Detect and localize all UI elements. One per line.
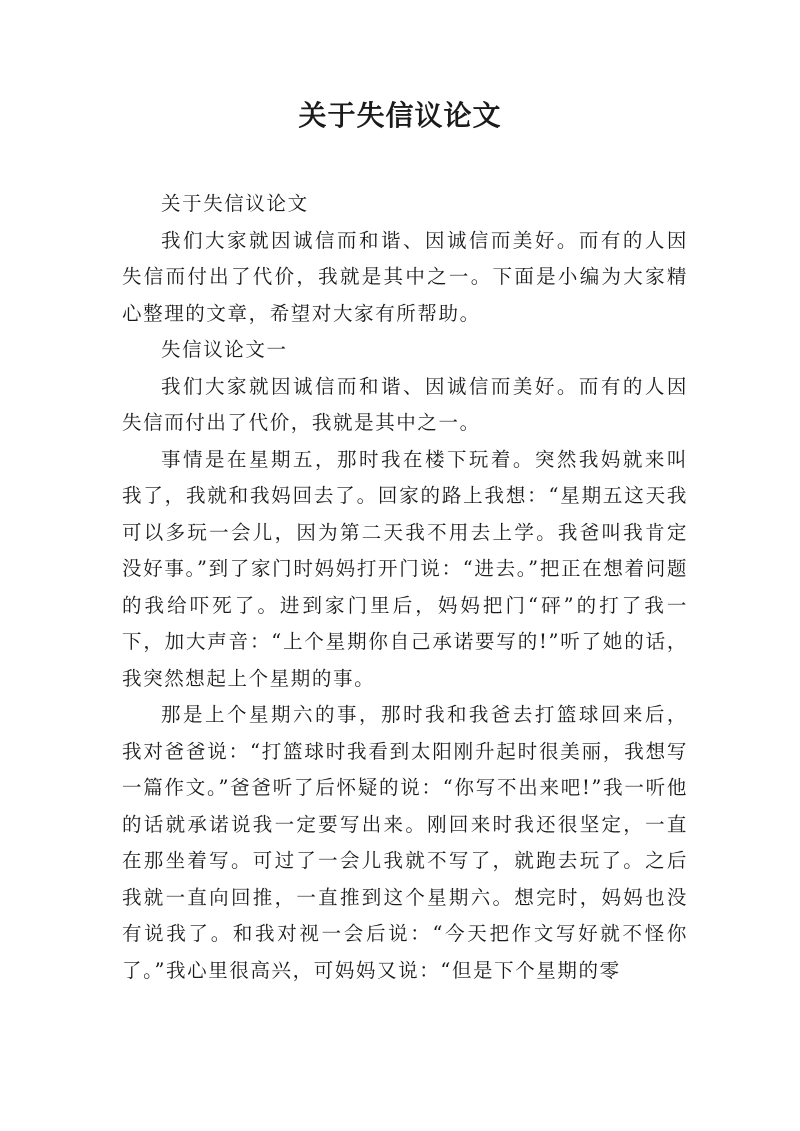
paragraph: 我们大家就因诚信而和谐、因诚信而美好。而有的人因失信而付出了代价，我就是其中之一。下面是小编为大家精心整理的文章，希望对大家有所帮助。 [122, 228, 688, 325]
document-title: 关于失信议论文 [298, 99, 502, 132]
paragraph: 我们大家就因诚信而和谐、因诚信而美好。而有的人因失信而付出了代价，我就是其中之一。 [122, 374, 688, 434]
paragraph: 失信议论文一 [161, 338, 288, 361]
paragraph: 那是上个星期六的事，那时我和我爸去打篮球回来后，我对爸爸说：“打篮球时我看到太阳刚升起时很美丽，我想写一篇作文。”爸爸听了后怀疑的说：“你写不出来吧!”我一听他的话就承诺说我一定要写出来。刚回来时我还很坚定，一直在那坐着写。可过了一会儿我就不写了，就跑去玩了。之后我就一直向回推，一直推到这个星期六。想完时，妈妈也没有说我了。和我对视一会后说：“今天把作文写好就不怪你了。”我心里很高兴，可妈妈又说：“但是下个星期的零 [122, 703, 688, 982]
paragraph: 事情是在星期五，那时我在楼下玩着。突然我妈就来叫我了，我就和我妈回去了。回家的路上我想：“星期五这天我可以多玩一会儿，因为第二天我不用去上学。我爸叫我肯定没好事。”到了家门时妈妈打开门说：“进去。”把正在想着问题的我给吓死了。进到家门里后，妈妈把门“砰”的打了我一下，加大声音：“上个星期你自己承诺要写的!”听了她的话，我突然想起上个星期的事。 [122, 447, 688, 690]
paragraph: 关于失信议论文 [161, 192, 309, 215]
document-body [122, 186, 688, 989]
